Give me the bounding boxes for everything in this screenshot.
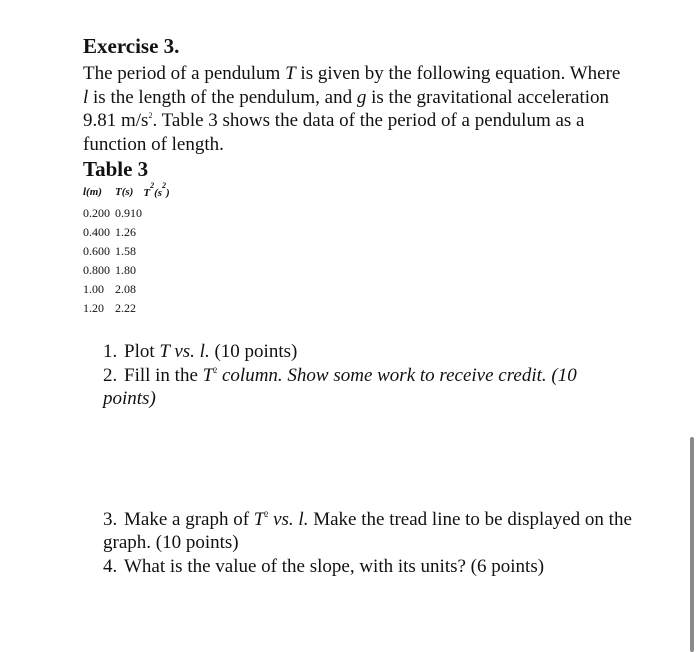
- cell-period-squared: [143, 225, 179, 244]
- table-row: [83, 206, 180, 225]
- cell-period: 2.08: [115, 282, 136, 296]
- header-period-squared: $T^2(s^2)$: [143, 181, 170, 199]
- cell-period-squared: [143, 244, 179, 263]
- cell-period-squared: [143, 282, 179, 301]
- cell-length: 0.200: [83, 206, 110, 220]
- cell-length: 1.20: [83, 301, 104, 315]
- question-4: 4. What is the value of the slope, with its units? (6 points): [103, 556, 545, 577]
- cell-period-squared: [143, 301, 179, 320]
- data-table: [83, 181, 180, 320]
- cell-period: 0.910: [115, 206, 142, 220]
- header-length: l(m): [83, 186, 102, 198]
- cell-period-squared: [143, 263, 179, 282]
- cell-length: 0.600: [83, 244, 110, 258]
- cell-period-squared: [143, 206, 179, 225]
- cell-length: 0.400: [83, 225, 110, 239]
- scrollbar[interactable]: [690, 437, 694, 652]
- question-3: 3. Make a graph of $T^2$ vs. l. Make the tread line to be displayed on the graph. (10 points): [103, 509, 632, 553]
- question-2: 2. Fill in the $T^2$ column. Show some work to receive credit. (10 points): [103, 365, 577, 409]
- table-row: [83, 263, 180, 282]
- table-row: [83, 225, 180, 244]
- exercise-title: Exercise 3.: [83, 34, 180, 58]
- table-row: [83, 282, 180, 301]
- table-row: [83, 244, 180, 263]
- question-1: 1. Plot T vs. l. (10 points): [103, 341, 298, 362]
- header-period: T(s): [115, 186, 134, 198]
- cell-length: 1.00: [83, 282, 104, 296]
- table-header-row: [83, 186, 180, 206]
- table-title: Table 3: [83, 157, 149, 181]
- cell-period: 1.80: [115, 263, 136, 277]
- exercise-description: The period of a pendulum T is given by the following equation. Where l is the length of the pendulum, and g is the gravitational acceleration 9.81 $m/s^2$. Table 3 shows the data of the period of a pendulum as a function of length.: [83, 63, 621, 155]
- table-row: [83, 301, 180, 320]
- cell-period: 1.58: [115, 244, 136, 258]
- cell-period: 1.26: [115, 225, 136, 239]
- cell-period: 2.22: [115, 301, 136, 315]
- cell-length: 0.800: [83, 263, 110, 277]
